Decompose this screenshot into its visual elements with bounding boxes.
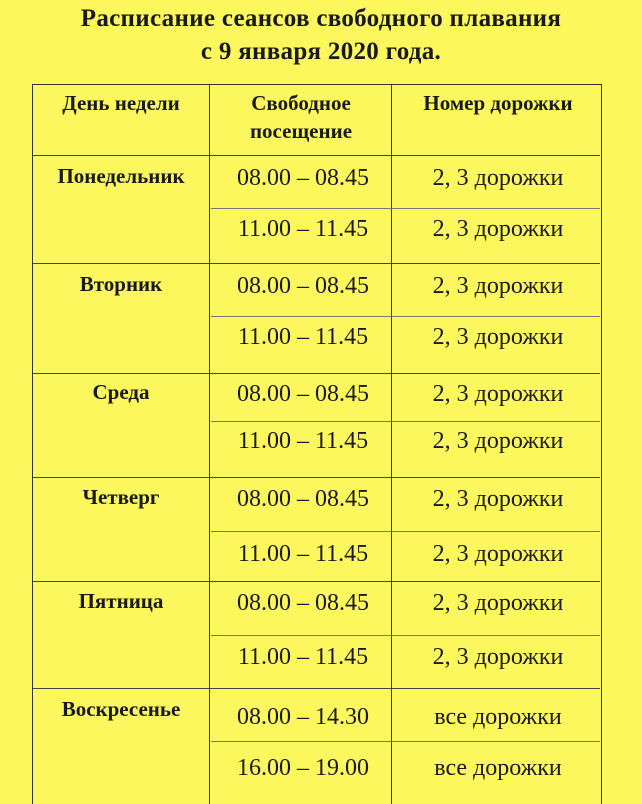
session-lanes: все дорожки (434, 755, 562, 781)
session-divider (211, 635, 600, 636)
session-lanes: все дорожки (434, 704, 562, 730)
session-lanes: 2, 3 дорожки (432, 428, 564, 454)
header-lane: Номер дорожки (423, 91, 573, 115)
session-time: 11.00 – 11.45 (237, 644, 369, 670)
day-label: Воскресенье (61, 697, 181, 721)
day-label: Среда (92, 380, 150, 404)
session-time: 08.00 – 08.45 (237, 273, 369, 299)
session-lanes: 2, 3 дорожки (432, 590, 564, 616)
session-lanes: 2, 3 дорожки (432, 165, 564, 191)
column-divider (209, 85, 210, 804)
day-divider (33, 373, 600, 374)
session-lanes: 2, 3 дорожки (432, 644, 564, 670)
session-time: 08.00 – 08.45 (237, 165, 369, 191)
session-lanes: 2, 3 дорожки (432, 486, 564, 512)
day-label: Четверг (82, 485, 160, 509)
day-label: Вторник (79, 272, 163, 296)
day-divider (33, 688, 600, 689)
session-time: 08.00 – 08.45 (237, 381, 369, 407)
session-divider (211, 741, 600, 742)
day-divider (33, 263, 600, 264)
session-time: 08.00 – 14.30 (237, 704, 369, 730)
header-visit (211, 89, 391, 145)
schedule-table (32, 84, 602, 804)
header-day: День недели (62, 91, 180, 115)
day-divider (33, 581, 600, 582)
session-time: 16.00 – 19.00 (237, 755, 369, 781)
day-label: Понедельник (57, 164, 185, 188)
session-time: 11.00 – 11.45 (237, 324, 369, 350)
session-lanes: 2, 3 дорожки (432, 381, 564, 407)
page-subtitle: с 9 января 2020 года. (200, 38, 442, 65)
page-title: Расписание сеансов свободного плавания (80, 5, 562, 32)
session-lanes: 2, 3 дорожки (432, 324, 564, 350)
day-label: Пятница (78, 589, 164, 613)
session-time: 11.00 – 11.45 (237, 428, 369, 454)
session-divider (211, 421, 600, 422)
session-divider (211, 208, 600, 209)
session-lanes: 2, 3 дорожки (432, 216, 564, 242)
session-time: 11.00 – 11.45 (237, 541, 369, 567)
session-lanes: 2, 3 дорожки (432, 273, 564, 299)
session-lanes: 2, 3 дорожки (432, 541, 564, 567)
session-time: 08.00 – 08.45 (237, 590, 369, 616)
header-visit-line1: Свободное (251, 91, 351, 115)
session-time: 08.00 – 08.45 (237, 486, 369, 512)
session-time: 11.00 – 11.45 (237, 216, 369, 242)
column-divider (391, 85, 392, 804)
header-visit-line2: посещение (249, 119, 353, 143)
day-divider (33, 477, 600, 478)
session-divider (211, 531, 600, 532)
header-divider (33, 155, 600, 156)
session-divider (211, 316, 600, 317)
